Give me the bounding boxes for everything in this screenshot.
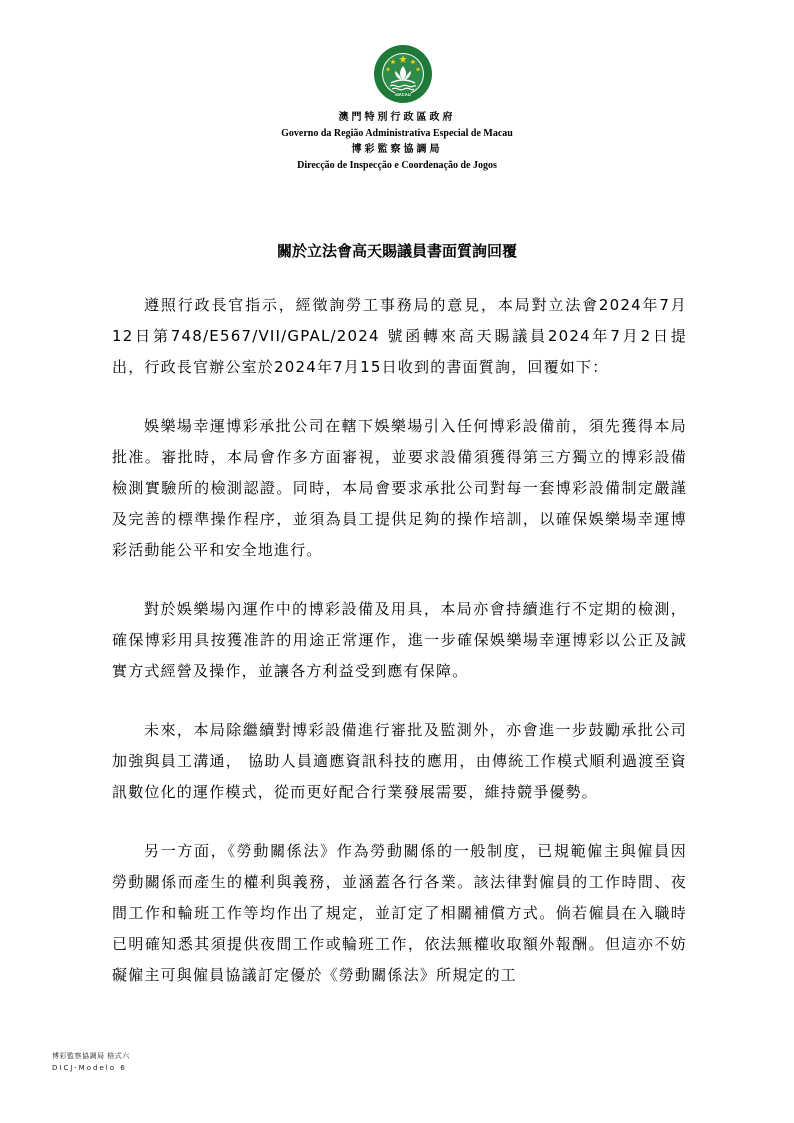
macau-emblem [373,44,433,104]
paragraph-labour-law: 另一方面，《勞動關係法》作為勞動關係的一般制度，已規範僱主與僱員因勞動關係而產生的權利與義務，並涵蓋各行各業。該法律對僱員的工作時間、夜間工作和輪班工作等均作出了規定，並訂定了相關補償方式。倘若僱員在入職時已明確知悉其須提供夜間工作或輪班工作，依法無權收取額外報酬。但這亦不妨礙僱主可與僱員協議訂定優於《勞動關係法》所規定的工 [112,842,687,984]
form-label-model: DICJ-Modelo 6 [52,1064,127,1072]
form-footer [52,1050,130,1074]
svg-text:MACAU: MACAU [395,92,411,98]
paragraph-equipment-approval: 娛樂場幸運博彩承批公司在轄下娛樂場引入任何博彩設備前，須先獲得本局批准。審批時，本局會作多方面審視，並要求設備須獲得第三方獨立的博彩設備檢測實驗所的檢測認證。同時，本局會要求承批公司對每一套博彩設備制定嚴謹及完善的標準操作程序，並須為員工提供足夠的操作培訓，以確保娛樂場幸運博彩活動能公平和安全地進行。 [112,417,687,559]
paragraph-future: 未來，本局除繼續對博彩設備進行審批及監測外，亦會進一步鼓勵承批公司加強與員工溝通， 協助人員適應資訊科技的應用，由傳統工作模式順利過渡至資訊數位化的運作模式，從而更好配合行業發展需要，維持競爭優勢。 [112,721,687,801]
paragraph-inspection: 對於娛樂場內運作中的博彩設備及用具，本局亦會持續進行不定期的檢測，確保博彩用具按獲准許的用途正常運作，進一步確保娛樂場幸運博彩以公正及誠實方式經營及操作，並讓各方利益受到應有保障。 [112,600,687,680]
org-name-zh: 澳門特別行政區政府 [338,112,456,123]
letterhead [0,110,794,174]
org-name-pt: Governo da Região Administrativa Especial de Macau [281,128,513,139]
paragraph-intro: 遵照行政長官指示，經徵詢勞工事務局的意見，本局對立法會2024年7月12日第748/E567/VII/GPAL/2024 號函轉來高天賜議員2024年7月2日提出，行政長官辦公室於2024年7月15日收到的書面質詢，回覆如下： [112,296,687,376]
bureau-name-zh: 博彩監察協調局 [351,144,443,155]
bureau-name-pt: Direcção de Inspecção e Coordenação de Jogos [297,160,497,171]
document-title: 關於立法會高天賜議員書面質詢回覆 [276,242,517,260]
form-label-zh: 博彩監察協調局 格式六 [52,1052,130,1060]
lotus-emblem-icon [373,44,433,104]
document-body [112,290,687,1019]
